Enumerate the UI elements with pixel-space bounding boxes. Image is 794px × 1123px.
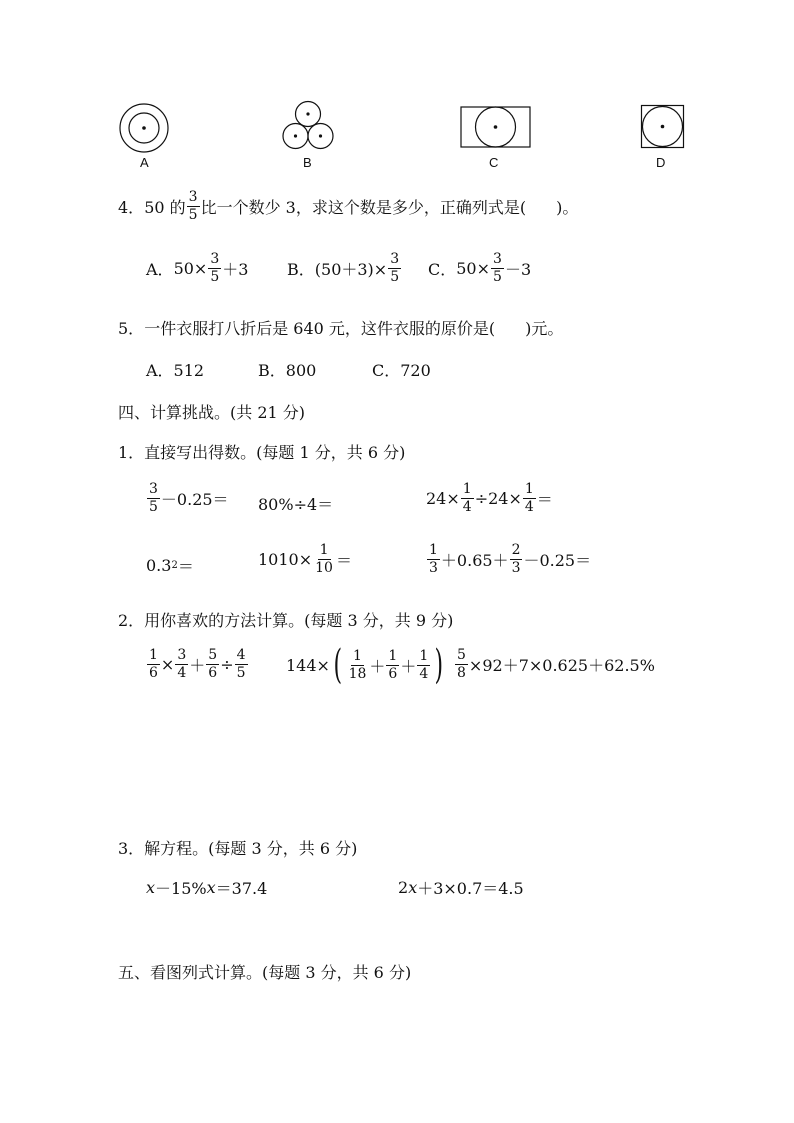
figure-a-concentric-circles bbox=[118, 102, 170, 154]
mental-calc-3: 24× $\frac{1}{4}$ ÷24× $\frac{1}{4}$ ＝ bbox=[426, 481, 553, 515]
figure-d-circle-in-square bbox=[640, 104, 686, 150]
section-5-title: 五、看图列式计算。(每题 3 分，共 6 分) bbox=[118, 963, 412, 982]
fraction: $\frac{3}{5}$ bbox=[210, 251, 220, 285]
question-5-option-c[interactable]: C．720 bbox=[372, 361, 431, 380]
fraction: $\frac{3}{4}$ bbox=[177, 647, 187, 681]
mental-calc-6: $\frac{1}{3}$ ＋0.65＋ $\frac{2}{3}$ －0.25＝ bbox=[429, 542, 592, 576]
figure-c-label: C bbox=[489, 155, 499, 170]
fraction: $\frac{3}{5}$ bbox=[493, 251, 502, 285]
fraction: $\frac{1}{6}$ bbox=[388, 647, 398, 682]
question-5-option-a[interactable]: A．512 bbox=[146, 361, 205, 380]
fraction: $\frac{1}{4}$ bbox=[462, 481, 472, 515]
fraction: $\frac{1}{18}$ bbox=[348, 647, 367, 682]
fraction: $\frac{5}{6}$ bbox=[208, 647, 218, 681]
mental-calc-4: 0.3 2 ＝ bbox=[146, 556, 194, 576]
figure-b-label: B bbox=[303, 155, 312, 170]
figure-c-circle-in-rectangle bbox=[460, 104, 532, 150]
question-4-option-b[interactable]: B． (50＋3)× $\frac{3}{5}$ bbox=[287, 251, 400, 285]
equation-2: 2 x ＋3×0.7＝4.5 bbox=[398, 878, 524, 898]
fraction: $\frac{1}{6}$ bbox=[149, 647, 158, 681]
section-4-part-3-title: 3．解方程。(每题 3 分，共 6 分) bbox=[118, 839, 358, 858]
fraction: $\frac{2}{3}$ bbox=[511, 542, 521, 576]
equation-1: x －15% x ＝37.4 bbox=[146, 878, 268, 898]
figure-d-label: D bbox=[656, 155, 666, 170]
right-paren: ) bbox=[434, 642, 444, 688]
figure-a-label: A bbox=[140, 155, 149, 170]
fraction: $\frac{3}{5}$ bbox=[149, 481, 158, 515]
fraction: $\frac{1}{4}$ bbox=[524, 481, 534, 515]
section-4-title: 四、计算挑战。(共 21 分) bbox=[118, 403, 306, 422]
question-4-option-a[interactable]: A． 50× $\frac{3}{5}$ ＋3 bbox=[146, 251, 249, 285]
question-4-option-c[interactable]: C． 50× $\frac{3}{5}$ －3 bbox=[428, 251, 532, 285]
mental-calc-1: $\frac{3}{5}$ －0.25＝ bbox=[149, 481, 229, 515]
fraction: $\frac{1}{3}$ bbox=[429, 542, 438, 576]
calc-expression-2: 144× ( $\frac{1}{18}$ ＋ $\frac{1}{6}$ ＋ $\frac{1}{4}$ ) bbox=[286, 642, 444, 688]
question-5: 5． 一件衣服打八折后是 640 元，这件衣服的原价是( )元。 bbox=[118, 319, 564, 338]
left-paren: ( bbox=[333, 642, 343, 688]
calc-expression-1: $\frac{1}{6}$ × $\frac{3}{4}$ ＋ $\frac{5}{6}$ ÷ $\frac{4}{5}$ bbox=[149, 647, 246, 681]
fraction: $\frac{1}{4}$ bbox=[419, 647, 429, 682]
fraction: $\frac{5}{8}$ bbox=[457, 647, 466, 681]
fraction: $\frac{3}{5}$ bbox=[390, 251, 400, 285]
figure-b-three-circles bbox=[280, 100, 336, 152]
fraction: $\frac{3}{5}$ bbox=[188, 189, 198, 223]
mental-calc-5: 1010× $\frac{1}{10}$ ＝ bbox=[258, 542, 352, 576]
section-4-part-2-title: 2．用你喜欢的方法计算。(每题 3 分，共 9 分) bbox=[118, 611, 454, 630]
question-5-option-b[interactable]: B．800 bbox=[258, 361, 317, 380]
mental-calc-2: 80%÷4＝ bbox=[258, 495, 334, 514]
section-4-part-1-title: 1．直接写出得数。(每题 1 分，共 6 分) bbox=[118, 443, 406, 462]
calc-expression-3: $\frac{5}{8}$ ×92＋7×0.625＋62.5% bbox=[457, 647, 655, 681]
question-4: 4． 50 的 $\frac{3}{5}$ 比一个数少 3，求这个数是多少，正确列式是( )。 bbox=[118, 189, 579, 223]
fraction: $\frac{4}{5}$ bbox=[236, 647, 246, 681]
fraction: $\frac{1}{10}$ bbox=[315, 542, 333, 576]
